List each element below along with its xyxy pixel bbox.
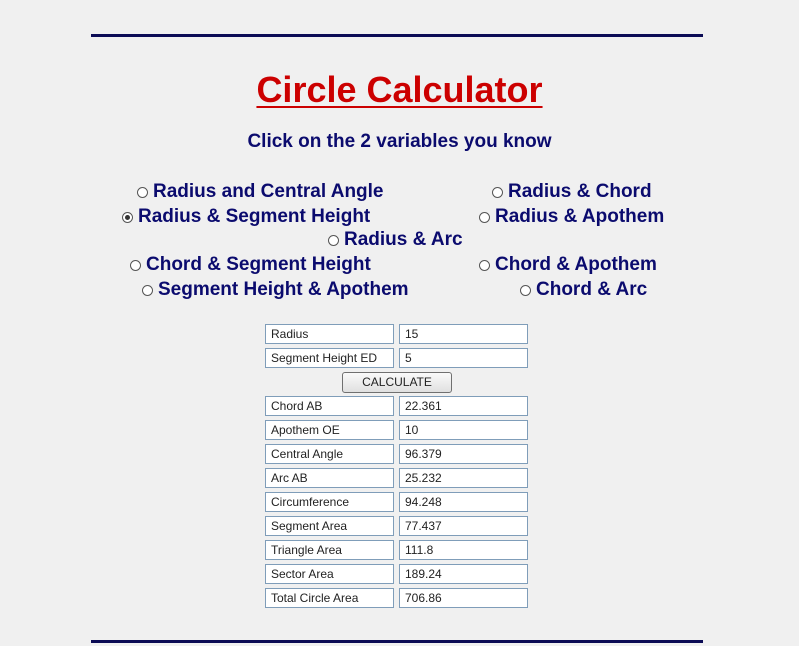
circumference-output[interactable]: 94.248 [399, 492, 528, 512]
option-label: Radius and Central Angle [153, 181, 384, 202]
apothem-label: Apothem OE [265, 420, 394, 440]
radio-button-icon[interactable] [520, 285, 531, 296]
segment-area-label: Segment Area [265, 516, 394, 536]
option-label: Radius & Segment Height [138, 206, 371, 227]
radio-button-icon[interactable] [479, 212, 490, 223]
option-radius-segment-height[interactable] [122, 206, 370, 228]
arc-output[interactable]: 25.232 [399, 468, 528, 488]
segment-area-output[interactable]: 77.437 [399, 516, 528, 536]
instructions-text: Click on the 2 variables you know [247, 131, 552, 152]
radio-button-icon[interactable] [479, 260, 490, 271]
arc-label: Arc AB [265, 468, 394, 488]
central-angle-output[interactable]: 96.379 [399, 444, 528, 464]
total-circle-area-output[interactable]: 706.86 [399, 588, 528, 608]
chord-output[interactable]: 22.361 [399, 396, 528, 416]
option-chord-arc[interactable] [520, 279, 647, 301]
segment-height-input[interactable]: 5 [399, 348, 528, 368]
triangle-area-output[interactable]: 111.8 [399, 540, 528, 560]
option-radius-arc[interactable] [328, 229, 463, 251]
option-label: Chord & Arc [536, 279, 648, 300]
radio-button-icon[interactable] [142, 285, 153, 296]
radio-button-icon[interactable] [130, 260, 141, 271]
option-label: Radius & Chord [508, 181, 652, 202]
circumference-label: Circumference [265, 492, 394, 512]
option-chord-apothem[interactable] [479, 254, 657, 276]
radius-input[interactable]: 15 [399, 324, 528, 344]
top-divider [91, 34, 703, 37]
option-chord-segment-height[interactable] [130, 254, 371, 276]
radio-button-icon[interactable] [122, 212, 133, 223]
option-label: Radius & Apothem [495, 206, 665, 227]
radio-button-icon[interactable] [328, 235, 339, 246]
page-title: Circle Calculator [256, 69, 543, 110]
segment-height-label: Segment Height ED [265, 348, 394, 368]
option-radius-chord[interactable] [492, 181, 652, 203]
radio-button-icon[interactable] [492, 187, 503, 198]
sector-area-output[interactable]: 189.24 [399, 564, 528, 584]
bottom-divider [91, 640, 703, 643]
triangle-area-label: Triangle Area [265, 540, 394, 560]
chord-label: Chord AB [265, 396, 394, 416]
calculate-button[interactable]: CALCULATE [342, 372, 452, 393]
option-label: Segment Height & Apothem [158, 279, 409, 300]
radius-label: Radius [265, 324, 394, 344]
option-label: Chord & Segment Height [146, 254, 371, 275]
central-angle-label: Central Angle [265, 444, 394, 464]
option-radius-apothem[interactable] [479, 206, 664, 228]
option-label: Radius & Arc [344, 229, 463, 250]
option-radius-central-angle[interactable] [137, 181, 384, 203]
sector-area-label: Sector Area [265, 564, 394, 584]
option-segment-height-apothem[interactable] [142, 279, 409, 301]
total-circle-area-label: Total Circle Area [265, 588, 394, 608]
apothem-output[interactable]: 10 [399, 420, 528, 440]
radio-button-icon[interactable] [137, 187, 148, 198]
option-label: Chord & Apothem [495, 254, 657, 275]
